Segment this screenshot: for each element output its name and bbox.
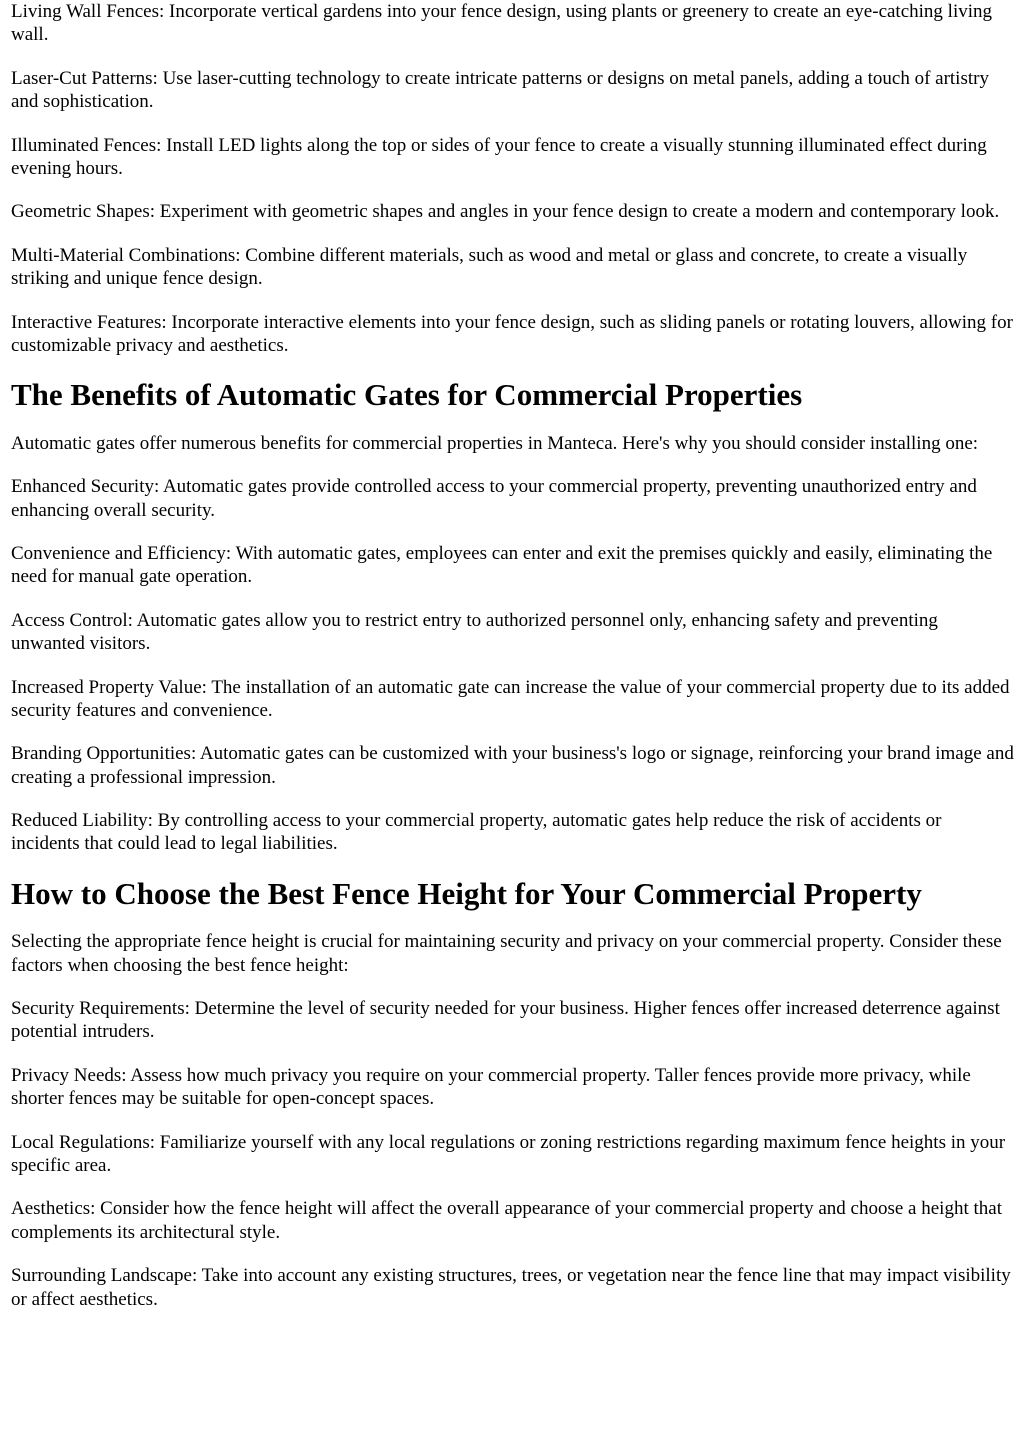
fence-height-section [11, 876, 1014, 1311]
paragraph-multi-material-combinations: Multi-Material Combinations: Combine different materials, such as wood and metal or glass and concrete, to create a visually striking and unique fence design. [11, 244, 968, 290]
paragraph-increased-property-value: Increased Property Value: The installation of an automatic gate can increase the value of your commercial property due to its added security features and convenience. [11, 676, 1010, 721]
paragraph-reduced-liability: Reduced Liability: By controlling access to your commercial property, automatic gates help reduce the risk of accidents or incidents that could lead to legal liabilities. [11, 810, 942, 855]
fence-height-heading: How to Choose the Best Fence Height for Your Commercial Property [11, 875, 922, 911]
fence-height-intro: Selecting the appropriate fence height is crucial for maintaining security and privacy on your commercial property. Consider these factors when choosing the best fence height: [11, 931, 1002, 976]
paragraph-convenience-efficiency: Convenience and Efficiency: With automatic gates, employees can enter and exit the premises quickly and easily, eliminating the need for manual gate operation. [11, 543, 993, 588]
paragraph-living-wall-fences: Living Wall Fences: Incorporate vertical gardens into your fence design, using plants or greenery to create an eye-catching living wall. [11, 1, 993, 46]
paragraph-local-regulations: Local Regulations: Familiarize yourself with any local regulations or zoning restrictions regarding maximum fence heights in your specific area. [11, 1131, 1006, 1176]
paragraph-security-requirements: Security Requirements: Determine the level of security needed for your business. Higher fences offer increased deterrence against potential intruders. [11, 998, 1000, 1043]
paragraph-aesthetics: Aesthetics: Consider how the fence height will affect the overall appearance of your commercial property and choose a height that complements its architectural style. [11, 1198, 1002, 1243]
paragraph-enhanced-security: Enhanced Security: Automatic gates provide controlled access to your commercial property, preventing unauthorized entry and enhancing overall security. [11, 476, 977, 521]
paragraph-illuminated-fences: Illuminated Fences: Install LED lights along the top or sides of your fence to create a visually stunning illuminated effect during evening hours. [11, 134, 987, 179]
paragraph-geometric-shapes: Geometric Shapes: Experiment with geometric shapes and angles in your fence design to create a modern and contemporary look. [11, 201, 1000, 223]
fence-ideas-section [11, 0, 1014, 357]
paragraph-privacy-needs: Privacy Needs: Assess how much privacy you require on your commercial property. Taller fences provide more privacy, while shorter fences may be suitable for open-concept spaces. [11, 1064, 971, 1110]
automatic-gates-section [11, 377, 1014, 855]
paragraph-branding-opportunities: Branding Opportunities: Automatic gates can be customized with your business's logo or signage, reinforcing your brand image and creating a professional impression. [11, 743, 1014, 788]
automatic-gates-heading: The Benefits of Automatic Gates for Commercial Properties [11, 377, 803, 413]
paragraph-surrounding-landscape: Surrounding Landscape: Take into account any existing structures, trees, or vegetation near the fence line that may impact visibility or affect aesthetics. [11, 1265, 1011, 1310]
paragraph-laser-cut-patterns: Laser-Cut Patterns: Use laser-cutting technology to create intricate patterns or designs on metal panels, adding a touch of artistry and sophistication. [11, 67, 989, 113]
paragraph-interactive-features: Interactive Features: Incorporate interactive elements into your fence design, such as sliding panels or rotating louvers, allowing for customizable privacy and aesthetics. [11, 311, 1013, 356]
paragraph-access-control: Access Control: Automatic gates allow you to restrict entry to authorized personnel only, enhancing safety and preventing unwanted visitors. [11, 609, 938, 655]
automatic-gates-intro: Automatic gates offer numerous benefits for commercial properties in Manteca. Here's why you should consider installing one: [11, 432, 979, 454]
